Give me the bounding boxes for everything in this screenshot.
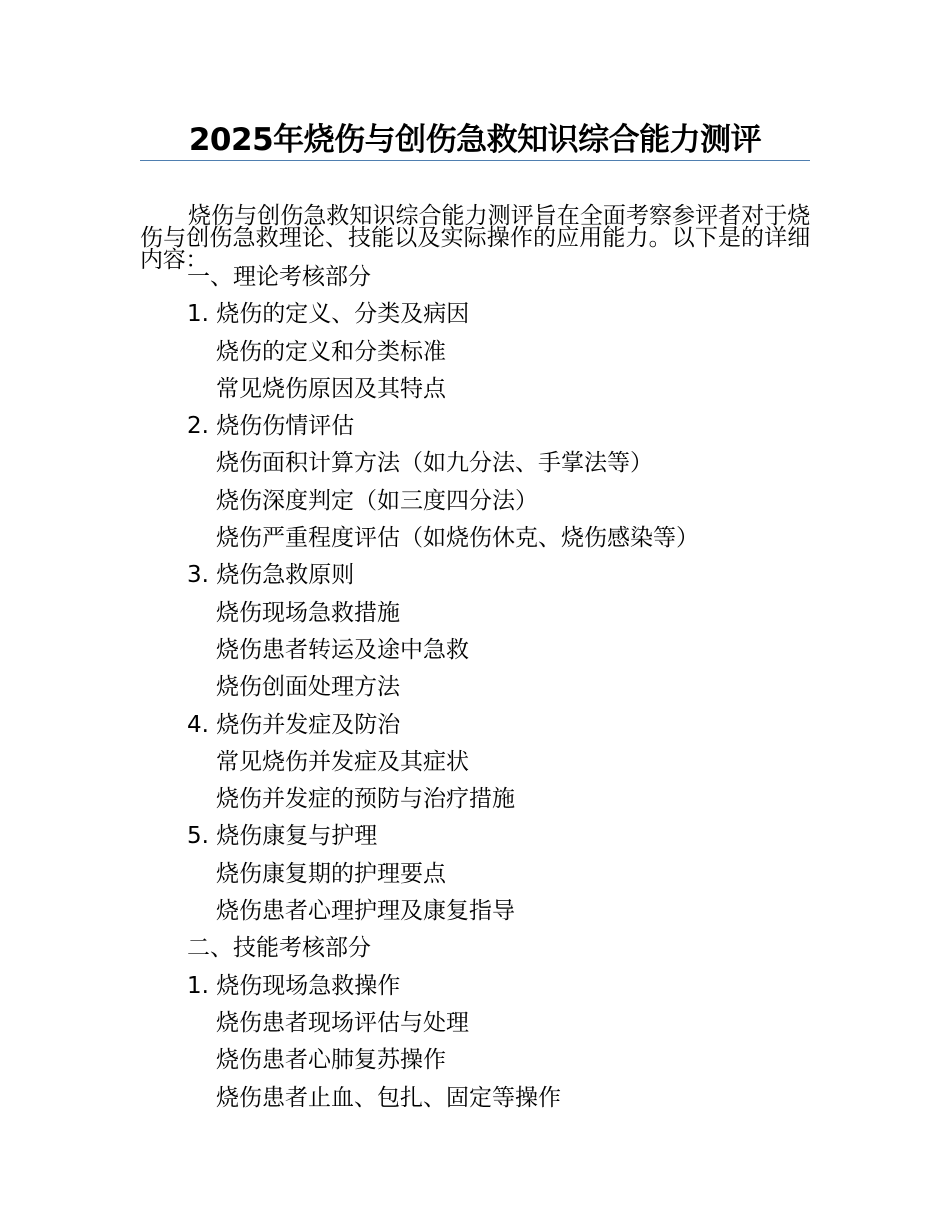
subtopic-item: 烧伤患者转运及途中急救 [216,636,469,663]
subtopic-item: 烧伤深度判定（如三度四分法） [216,487,538,514]
subtopic-item: 烧伤的定义和分类标准 [216,338,446,365]
subtopic-item: 烧伤面积计算方法（如九分法、手掌法等） [216,450,653,477]
title-underline-rule [140,160,810,161]
subtopic-item: 烧伤患者止血、包扎、固定等操作 [216,1084,561,1111]
topic-heading: 1. 烧伤的定义、分类及病因 [187,301,470,328]
subtopic-item: 烧伤并发症的预防与治疗措施 [216,786,515,813]
section-heading: 二、技能考核部分 [187,935,371,962]
subtopic-item: 烧伤患者心理护理及康复指导 [216,898,515,925]
section-heading: 一、理论考核部分 [187,264,371,290]
topic-heading: 3. 烧伤急救原则 [187,562,355,589]
subtopic-item: 烧伤现场急救措施 [216,599,400,626]
document-title: 2025年烧伤与创伤急救知识综合能力测评 [188,121,762,158]
topic-heading: 1. 烧伤现场急救操作 [187,972,401,999]
subtopic-item: 烧伤患者心肺复苏操作 [216,1047,446,1074]
subtopic-item: 常见烧伤并发症及其症状 [216,748,469,775]
subtopic-item: 烧伤严重程度评估（如烧伤休克、烧伤感染等） [216,525,699,552]
topic-heading: 5. 烧伤康复与护理 [187,823,378,850]
subtopic-item: 烧伤康复期的护理要点 [216,860,446,887]
subtopic-item: 常见烧伤原因及其特点 [216,375,446,402]
outline-list [0,259,950,1117]
subtopic-item: 烧伤患者现场评估与处理 [216,1009,469,1036]
subtopic-item: 烧伤创面处理方法 [216,674,400,701]
topic-heading: 4. 烧伤并发症及防治 [187,711,401,738]
intro-paragraph: 烧伤与创伤急救知识综合能力测评旨在全面考察参评者对于烧伤与创伤急救理论、技能以及实际操作的应用能力。以下是的详细内容： [140,203,810,273]
topic-heading: 2. 烧伤伤情评估 [187,413,355,440]
